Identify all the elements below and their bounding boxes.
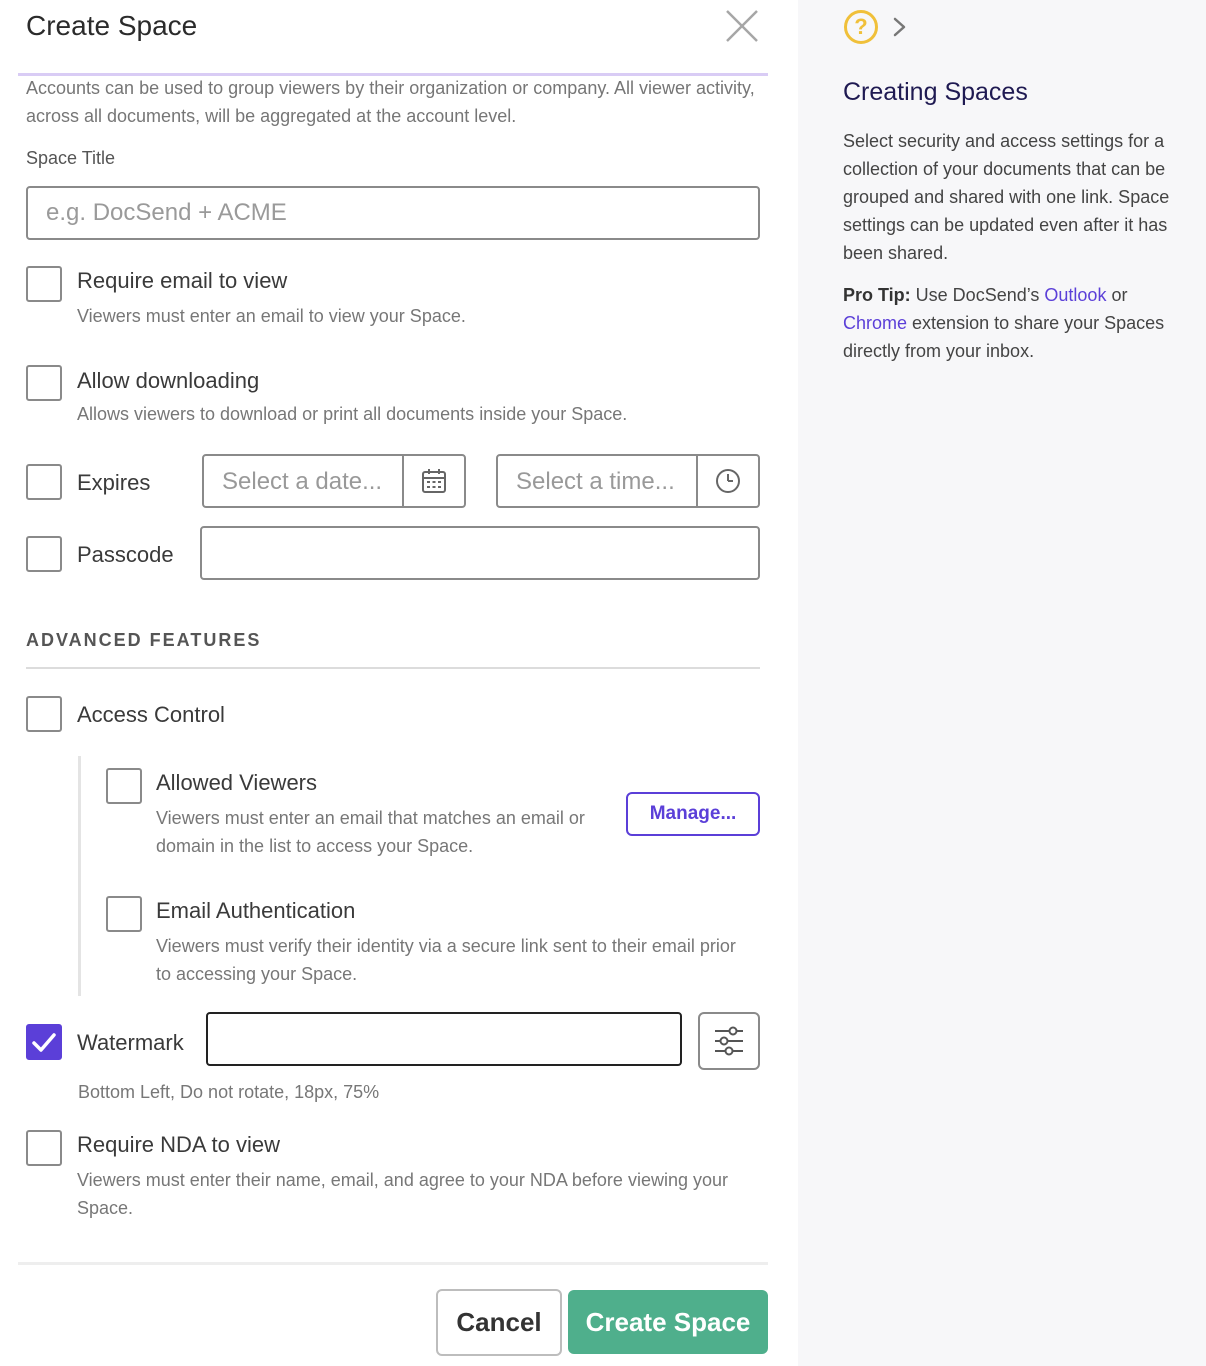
- email-authentication-checkbox[interactable]: [106, 896, 142, 932]
- require-email-checkbox[interactable]: [26, 266, 62, 302]
- expiry-time-field[interactable]: [496, 454, 760, 508]
- create-space-button[interactable]: Create Space: [568, 1290, 768, 1354]
- require-nda-title: Require NDA to view: [77, 1132, 280, 1157]
- sidebar-title: Creating Spaces: [843, 78, 1028, 106]
- close-icon[interactable]: [724, 8, 760, 44]
- access-control-title: Access Control: [77, 702, 225, 727]
- pro-tip-text-1: Use DocSend’s: [910, 285, 1045, 305]
- watermark-settings-button[interactable]: [698, 1012, 760, 1070]
- chrome-link[interactable]: Chrome: [843, 313, 908, 333]
- require-email-title: Require email to view: [77, 268, 288, 293]
- require-email-desc: Viewers must enter an email to view your Space.: [77, 306, 466, 326]
- manage-allowed-viewers-button[interactable]: Manage...: [626, 792, 760, 836]
- access-control-subgroup-line: [78, 756, 81, 996]
- sidebar-pro-tip: [843, 281, 1193, 365]
- access-control-checkbox[interactable]: [26, 696, 62, 732]
- allowed-viewers-title: Allowed Viewers: [156, 770, 318, 795]
- watermark-title: Watermark: [77, 1030, 184, 1055]
- space-title-label: Space Title: [26, 148, 116, 168]
- expiry-time-placeholder: Select a time...: [516, 468, 675, 495]
- space-title-input[interactable]: [26, 186, 760, 240]
- passcode-checkbox[interactable]: [26, 536, 62, 572]
- allow-downloading-title: Allow downloading: [77, 368, 260, 393]
- intro-text: Accounts can be used to group viewers by their organization or company. All viewer activity, across all documents, will be aggregated at the account level.: [26, 78, 755, 126]
- allowed-viewers-desc: Viewers must enter an email that matches an email or domain in the list to access your Space.: [156, 808, 585, 856]
- watermark-checkbox[interactable]: [26, 1024, 62, 1060]
- advanced-features-heading: ADVANCED FEATURES: [26, 630, 262, 650]
- clock-icon[interactable]: [696, 456, 758, 506]
- allowed-viewers-checkbox[interactable]: [106, 768, 142, 804]
- require-nda-desc: Viewers must enter their name, email, and agree to your NDA before viewing your Space.: [77, 1170, 728, 1218]
- watermark-text-input[interactable]: [206, 1012, 682, 1066]
- require-nda-checkbox[interactable]: [26, 1130, 62, 1166]
- pro-tip-label: Pro Tip:: [843, 285, 911, 305]
- email-authentication-title: Email Authentication: [156, 898, 356, 923]
- sliders-icon: [713, 1026, 745, 1056]
- email-authentication-desc: Viewers must verify their identity via a secure link sent to their email prior to accessing your Space.: [156, 936, 736, 984]
- help-icon[interactable]: ?: [844, 10, 878, 44]
- sidebar-body: Select security and access settings for a collection of your documents that can be grouped and shared with one link. Space settings can be updated even after it has been shared.: [843, 131, 1170, 263]
- pro-tip-text-2: or: [1106, 285, 1128, 305]
- check-icon: [28, 1026, 60, 1058]
- section-divider: [26, 667, 760, 669]
- allow-downloading-checkbox[interactable]: [26, 365, 62, 401]
- calendar-icon[interactable]: [402, 456, 464, 506]
- expiry-date-field[interactable]: [202, 454, 466, 508]
- expiry-date-placeholder: Select a date...: [222, 468, 383, 495]
- expires-title: Expires: [77, 470, 151, 495]
- cancel-button[interactable]: Cancel: [436, 1289, 562, 1356]
- passcode-input[interactable]: [200, 526, 760, 580]
- expires-checkbox[interactable]: [26, 464, 62, 500]
- passcode-title: Passcode: [77, 542, 174, 567]
- outlook-link[interactable]: Outlook: [1044, 285, 1107, 305]
- chevron-right-icon[interactable]: [890, 14, 910, 40]
- watermark-settings-summary: Bottom Left, Do not rotate, 18px, 75%: [78, 1082, 380, 1102]
- pro-tip-text-3: extension to share your Spaces directly from your inbox.: [843, 313, 1165, 361]
- allow-downloading-desc: Allows viewers to download or print all documents inside your Space.: [77, 404, 628, 424]
- modal-title: Create Space: [26, 10, 198, 41]
- footer-divider: [18, 1262, 768, 1265]
